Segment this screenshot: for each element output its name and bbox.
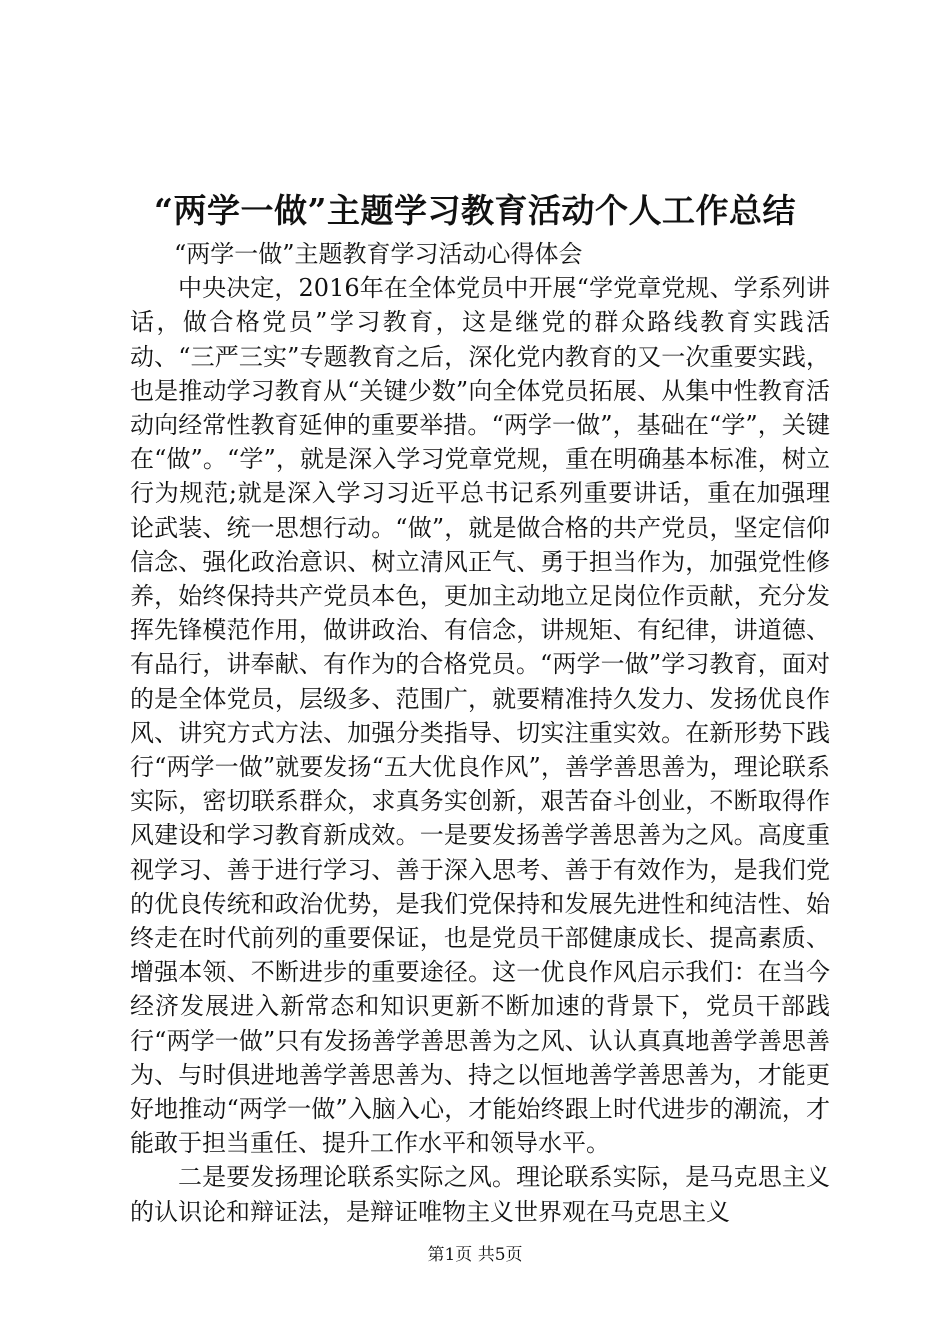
document-title: “两学一做”主题学习教育活动个人工作总结 [154,191,796,230]
paragraph-1: 中央决定，2016年在全体党员中开展“学党章党规、学系列讲话，做合格党员”学习教育，这是继党的群众路线教育实践活动、“三严三实”专题教育之后，深化党内教育的又一次重要实践，也是推动学习教育从“关键少数”向全体党员拓展、从集中性教育活动向经常性教育延伸的重要举措。“两学一做”，基础在“学”，关键在“做”。“学”，就是深入学习党章党规，重在明确基本标准，树立行为规范;就是深入学习习近平总书记系列重要讲话，重在加强理论武装、统一思想行动。“做”，就是做合格的共产党员，坚定信仰信念、强化政治意识、树立清风正气、勇于担当作为，加强党性修养，始终保持共产党员本色，更加主动地立足岗位作贡献，充分发挥先锋模范作用，做讲政治、有信念，讲规矩、有纪律，讲道德、有品行，讲奉献、有作为的合格党员。“两学一做”学习教育，面对的是全体党员，层级多、范围广，就要精准持久发力、发扬优良作风、讲究方式方法、加强分类指导、切实注重实效。在新形势下践行“两学一做”就要发扬“五大优良作风”，善学善思善为，理论联系实际，密切联系群众，求真务实创新，艰苦奋斗创业，不断取得作风建设和学习教育新成效。一是要发扬善学善思善为之风。高度重视学习、善于进行学习、善于深入思考、善于有效作为，是我们党的优良传统和政治优势，是我们党保持和发展先进性和纯洁性、始终走在时代前列的重要保证，也是党员干部健康成长、提高素质、增强本领、不断进步的重要途径。这一优良作风启示我们：在当今经济发展进入新常态和知识更新不断加速的背景下，党员干部践行“两学一做”只有发扬善学善思善为之风、认认真真地善学善思善为、与时俱进地善学善思善为、持之以恒地善学善思善为，才能更好地推动“两学一做”入脑入心，才能始终跟上时代进步的潮流，才能敢于担当重任、提升工作水平和领导水平。 [130,274,830,1158]
page-number: 第1页 共5页 [427,1245,523,1265]
document-body [130,237,830,1229]
document-subtitle: “两学一做”主题教育学习活动心得体会 [174,240,583,268]
paragraph-2: 二是要发扬理论联系实际之风。理论联系实际，是马克思主义的认识论和辩证法，是辩证唯物主义世界观在马克思主义 [130,1163,830,1226]
